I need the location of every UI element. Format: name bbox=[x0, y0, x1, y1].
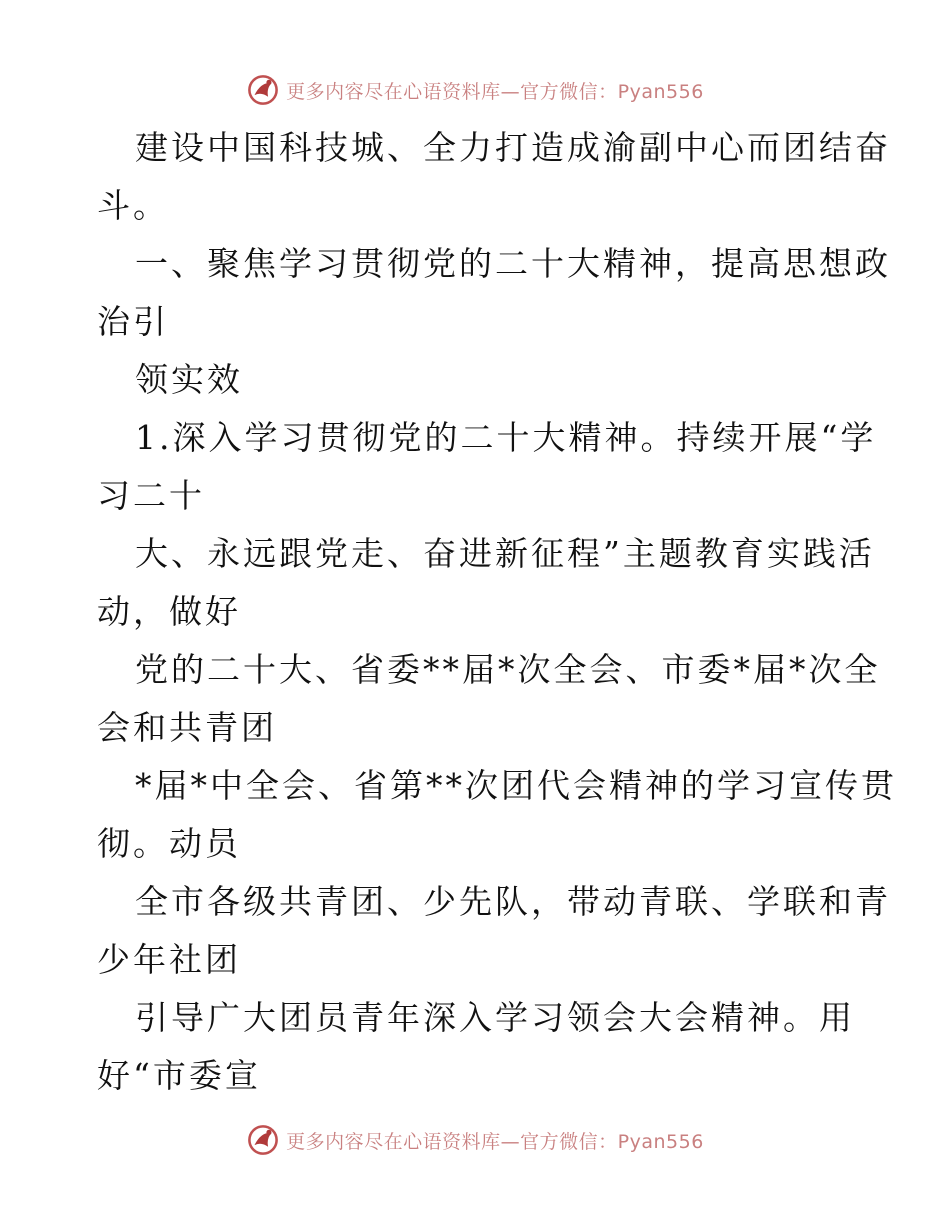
paragraph-line: 斗。 bbox=[97, 186, 169, 225]
paragraph bbox=[97, 757, 897, 873]
seal-logo-icon bbox=[246, 1123, 280, 1157]
header-watermark bbox=[0, 70, 950, 110]
document-body bbox=[97, 119, 897, 1105]
paragraph-line: 彻。动员 bbox=[97, 824, 241, 863]
paragraph-line: 治引 bbox=[97, 302, 169, 341]
seal-logo-icon bbox=[246, 73, 280, 107]
paragraph bbox=[97, 641, 881, 757]
watermark-text: 更多内容尽在心语资料库—官方微信：Pyan556 bbox=[286, 1130, 704, 1153]
watermark-text: 更多内容尽在心语资料库—官方微信：Pyan556 bbox=[286, 80, 704, 103]
paragraph bbox=[97, 989, 857, 1105]
paragraph-line: 一、聚焦学习贯彻党的二十大精神，提高思想政 bbox=[135, 244, 891, 283]
paragraph-line: 动，做好 bbox=[97, 592, 241, 631]
paragraph-line: 好“市委宣 bbox=[97, 1056, 261, 1095]
footer-watermark bbox=[0, 1120, 950, 1160]
paragraph-line: 全市各级共青团、少先队，带动青联、学联和青 bbox=[135, 882, 891, 921]
paragraph-line: 领实效 bbox=[135, 360, 243, 399]
paragraph-line: 建设中国科技城、全力打造成渝副中心而团结奋 bbox=[135, 128, 891, 167]
paragraph bbox=[97, 235, 891, 351]
paragraph-line: *届*中全会、省第**次团代会精神的学习宣传贯 bbox=[135, 766, 897, 805]
paragraph-line: 少年社团 bbox=[97, 940, 241, 979]
paragraph-line: 大、永远跟党走、奋进新征程”主题教育实践活 bbox=[135, 534, 875, 573]
paragraph-line: 会和共青团 bbox=[97, 708, 277, 747]
paragraph bbox=[97, 351, 857, 409]
paragraph-line: 1.深入学习贯彻党的二十大精神。持续开展“学 bbox=[135, 418, 877, 457]
paragraph-line: 引导广大团员青年深入学习领会大会精神。用 bbox=[135, 998, 855, 1037]
paragraph bbox=[97, 525, 875, 641]
paragraph-line: 党的二十大、省委**届*次全会、市委*届*次全 bbox=[135, 650, 881, 689]
paragraph-line: 习二十 bbox=[97, 476, 205, 515]
paragraph bbox=[97, 119, 891, 235]
paragraph bbox=[97, 873, 891, 989]
paragraph bbox=[97, 409, 877, 525]
